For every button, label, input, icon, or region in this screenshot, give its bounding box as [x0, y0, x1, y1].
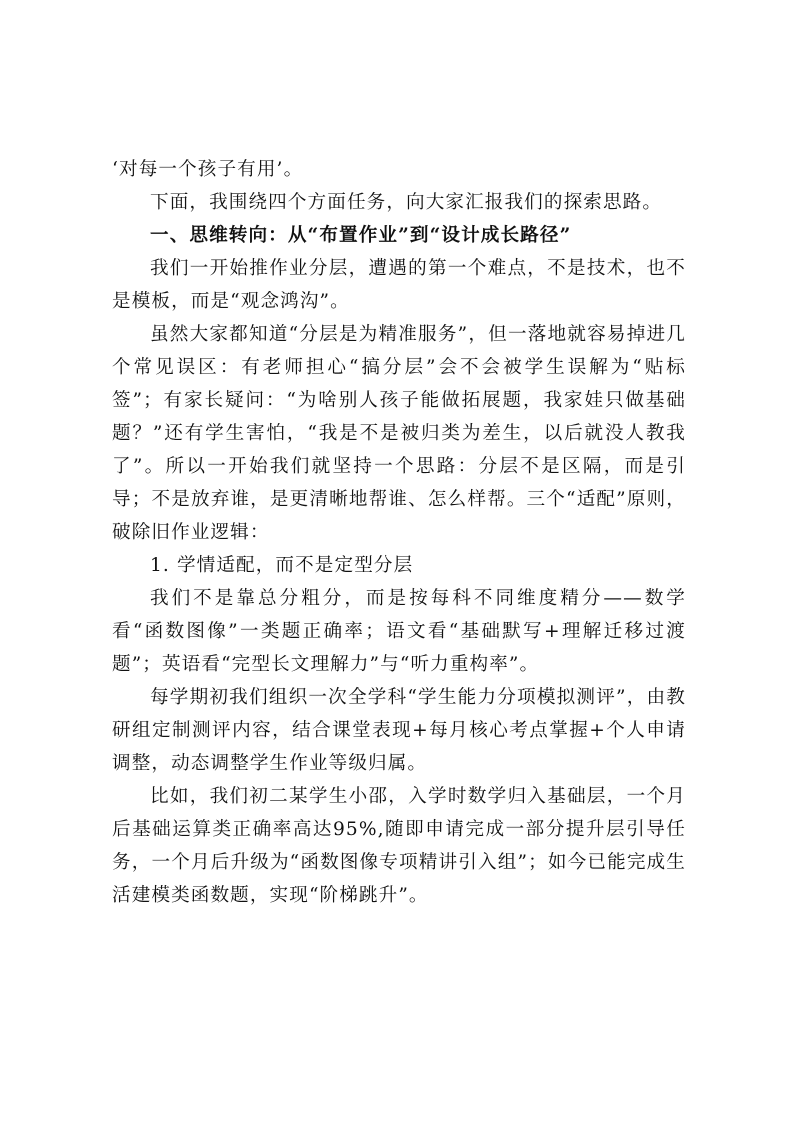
- paragraph: 我们不是靠总分粗分，而是按每科不同维度精分——数学看“函数图像”一类题正确率；语文看“基础默写+理解迁移过渡题”；英语看“完型长文理解力”与“听力重构率”。: [112, 588, 686, 675]
- paragraph-continuation: ‘对每一个孩子有用’。: [112, 159, 304, 180]
- paragraph: 虽然大家都知道“分层是为精准服务”，但一落地就容易掉进几个常见误区：有老师担心“搞分层”会不会被学生误解为“贴标签”；有家长疑问：“为啥别人孩子能做拓展题，我家娃只做基础题？”还有学生害怕，“我是不是被归类为差生，以后就没人教我了”。所以一开始我们就坚持一个思路：分层不是区隔，而是引导；不是放弃谁，是更清晰地帮谁、怎么样帮。三个“适配”原则，破除旧作业逻辑：: [112, 324, 686, 543]
- document-body: [112, 153, 686, 912]
- paragraph-intro: 下面，我围绕四个方面任务，向大家汇报我们的探索思路。: [150, 192, 663, 213]
- subheading: 1. 学情适配，而不是定型分层: [150, 555, 414, 576]
- section-heading: 一、思维转向：从“布置作业”到“设计成长路径”: [150, 225, 572, 246]
- paragraph: 比如，我们初二某学生小邵，入学时数学归入基础层，一个月后基础运算类正确率高达95%,随即申请完成一部分提升层引导任务，一个月后升级为“函数图像专项精讲引入组”；如今已能完成生活建模类函数题，实现“阶梯跳升”。: [112, 786, 686, 906]
- paragraph: 我们一开始推作业分层，遭遇的第一个难点，不是技术，也不是模板，而是“观念鸿沟”。: [112, 258, 686, 312]
- paragraph: 每学期初我们组织一次全学科“学生能力分项模拟测评”，由教研组定制测评内容，结合课堂表现+每月核心考点掌握+个人申请调整，动态调整学生作业等级归属。: [112, 687, 686, 774]
